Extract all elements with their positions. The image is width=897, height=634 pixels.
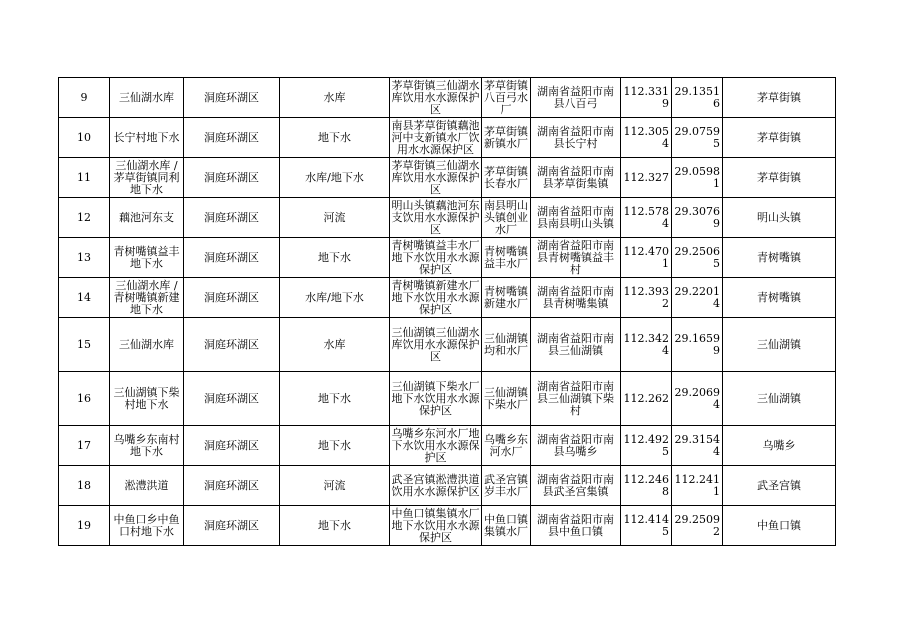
cell-name: 藕池河东支 xyxy=(110,198,184,238)
cell-type: 河流 xyxy=(280,466,390,506)
cell-plant: 三仙湖镇下柴水厂 xyxy=(482,372,531,426)
cell-no: 16 xyxy=(59,372,110,426)
table-row xyxy=(59,158,836,198)
cell-address: 湖南省益阳市南县中鱼口镇 xyxy=(531,506,621,546)
cell-zone: 茅草街镇三仙湖水库饮用水水源保护区 xyxy=(391,78,480,116)
cell-type: 地下水 xyxy=(280,506,390,546)
cell-plant: 乌嘴乡东河水厂 xyxy=(482,426,531,466)
cell-plant: 青树嘴镇新建水厂 xyxy=(482,278,531,318)
cell-no: 10 xyxy=(59,118,110,158)
cell-zone: 青树嘴镇益丰水厂地下水饮用水水源保护区 xyxy=(391,238,480,276)
cell-type: 地下水 xyxy=(280,118,390,158)
cell-type: 河流 xyxy=(280,198,390,238)
cell-town: 中鱼口镇 xyxy=(723,506,836,546)
cell-lng: 112.2468 xyxy=(621,466,672,506)
cell-plant: 青树嘴镇益丰水厂 xyxy=(482,238,531,278)
cell-region: 洞庭环湖区 xyxy=(184,118,280,158)
cell-address: 湖南省益阳市南县八百弓 xyxy=(531,78,621,118)
cell-region: 洞庭环湖区 xyxy=(184,278,280,318)
cell-zone: 南县茅草街镇藕池河中支新镇水厂饮用水水源保护区 xyxy=(391,118,480,156)
cell-plant: 茅草街镇八百弓水厂 xyxy=(482,78,531,118)
table-row xyxy=(59,318,836,372)
cell-town: 乌嘴乡 xyxy=(723,426,836,466)
cell-name: 中鱼口乡中鱼口村地下水 xyxy=(110,506,184,546)
cell-no: 12 xyxy=(59,198,110,238)
table-row xyxy=(59,238,836,278)
cell-lng: 112.3424 xyxy=(621,318,672,372)
cell-lat: 29.07595 xyxy=(672,118,723,158)
cell-lng: 112.3054 xyxy=(621,118,672,158)
cell-lat: 29.25092 xyxy=(672,506,723,546)
cell-lng: 112.327 xyxy=(621,158,672,198)
cell-name: 长宁村地下水 xyxy=(110,118,184,158)
cell-address: 湖南省益阳市南县青树嘴镇益丰村 xyxy=(531,238,621,278)
cell-plant: 武圣宫镇岁丰水厂 xyxy=(482,466,531,506)
cell-no: 14 xyxy=(59,278,110,318)
cell-lng: 112.3319 xyxy=(621,78,672,118)
cell-type: 地下水 xyxy=(280,238,390,278)
table-body xyxy=(59,78,836,546)
cell-region: 洞庭环湖区 xyxy=(184,78,280,118)
cell-zone: 明山头镇藕池河东支饮用水水源保护区 xyxy=(391,198,480,236)
cell-zone: 青树嘴镇新建水厂地下水饮用水水源保护区 xyxy=(391,278,480,316)
cell-address: 湖南省益阳市南县武圣宫集镇 xyxy=(531,466,621,506)
cell-lat: 29.16599 xyxy=(672,318,723,372)
cell-lng: 112.4145 xyxy=(621,506,672,546)
table-row xyxy=(59,466,836,506)
cell-lng: 112.5784 xyxy=(621,198,672,238)
cell-address: 湖南省益阳市南县三仙湖镇下柴村 xyxy=(531,372,621,426)
cell-plant: 茅草街镇长春水厂 xyxy=(482,158,531,198)
cell-town: 三仙湖镇 xyxy=(723,372,836,426)
cell-name: 乌嘴乡东南村地下水 xyxy=(110,426,184,466)
cell-lng: 112.4701 xyxy=(621,238,672,278)
cell-lat: 29.20694 xyxy=(672,372,723,426)
cell-plant: 中鱼口镇集镇水厂 xyxy=(482,506,531,546)
cell-no: 13 xyxy=(59,238,110,278)
cell-name: 三仙湖镇下柴村地下水 xyxy=(110,372,184,426)
cell-no: 17 xyxy=(59,426,110,466)
cell-name: 三仙湖水库 /茅草街镇同利地下水 xyxy=(110,158,184,198)
cell-zone: 三仙湖镇三仙湖水库饮用水水源保护区 xyxy=(390,318,482,372)
table-row xyxy=(59,198,836,238)
table-row xyxy=(59,78,836,118)
cell-town: 明山头镇 xyxy=(723,198,836,238)
cell-name: 青树嘴镇益丰地下水 xyxy=(110,238,184,278)
cell-type: 水库 xyxy=(280,78,390,118)
cell-plant: 茅草街镇新镇水厂 xyxy=(482,118,531,158)
cell-address: 湖南省益阳市南县长宁村 xyxy=(531,118,621,158)
cell-address: 湖南省益阳市南县三仙湖镇 xyxy=(531,318,621,372)
cell-town: 茅草街镇 xyxy=(723,158,836,198)
cell-region: 洞庭环湖区 xyxy=(184,318,280,372)
cell-town: 茅草街镇 xyxy=(723,78,836,118)
cell-lat: 29.13516 xyxy=(672,78,723,118)
cell-town: 三仙湖镇 xyxy=(723,318,836,372)
cell-zone: 茅草街镇三仙湖水库饮用水水源保护区 xyxy=(391,158,480,196)
cell-town: 青树嘴镇 xyxy=(723,238,836,278)
cell-zone: 乌嘴乡东河水厂地下水饮用水水源保护区 xyxy=(391,426,480,464)
cell-plant: 南县明山头镇创业水厂 xyxy=(482,198,531,238)
cell-zone: 中鱼口镇集镇水厂地下水饮用水水源保护区 xyxy=(391,506,480,544)
cell-lng: 112.262 xyxy=(621,372,672,426)
cell-zone: 三仙湖镇下柴水厂地下水饮用水水源保护区 xyxy=(390,372,482,426)
table-row xyxy=(59,426,836,466)
cell-plant: 三仙湖镇均和水厂 xyxy=(482,318,531,372)
cell-lng: 112.3932 xyxy=(621,278,672,318)
cell-name: 淞澧洪道 xyxy=(110,466,184,506)
cell-address: 湖南省益阳市南县青树嘴集镇 xyxy=(531,278,621,318)
cell-name: 三仙湖水库 /青树嘴镇新建地下水 xyxy=(110,278,184,318)
cell-type: 水库/地下水 xyxy=(280,278,390,318)
table-row xyxy=(59,506,836,546)
cell-type: 地下水 xyxy=(280,426,390,466)
cell-region: 洞庭环湖区 xyxy=(184,158,280,198)
cell-type: 水库/地下水 xyxy=(280,158,390,198)
cell-name: 三仙湖水库 xyxy=(110,78,184,118)
cell-region: 洞庭环湖区 xyxy=(184,238,280,278)
cell-address: 湖南省益阳市南县乌嘴乡 xyxy=(531,426,621,466)
table-row xyxy=(59,118,836,158)
cell-town: 茅草街镇 xyxy=(723,118,836,158)
cell-type: 地下水 xyxy=(280,372,390,426)
cell-lat: 29.22014 xyxy=(672,278,723,318)
cell-zone: 武圣宫镇淞澧洪道饮用水水源保护区 xyxy=(390,466,482,506)
cell-region: 洞庭环湖区 xyxy=(184,426,280,466)
cell-town: 武圣宫镇 xyxy=(723,466,836,506)
cell-no: 18 xyxy=(59,466,110,506)
cell-town: 青树嘴镇 xyxy=(723,278,836,318)
cell-lat: 29.05981 xyxy=(672,158,723,198)
cell-region: 洞庭环湖区 xyxy=(184,372,280,426)
cell-no: 9 xyxy=(59,78,110,118)
cell-name: 三仙湖水库 xyxy=(110,318,184,372)
cell-address: 湖南省益阳市南县茅草街集镇 xyxy=(531,158,621,198)
cell-no: 15 xyxy=(59,318,110,372)
cell-region: 洞庭环湖区 xyxy=(184,506,280,546)
cell-no: 11 xyxy=(59,158,110,198)
cell-no: 19 xyxy=(59,506,110,546)
cell-lat: 29.31544 xyxy=(672,426,723,466)
cell-lat: 29.25065 xyxy=(672,238,723,278)
cell-type: 水库 xyxy=(280,318,390,372)
cell-region: 洞庭环湖区 xyxy=(184,466,280,506)
cell-lat: 112.2411 xyxy=(672,466,723,506)
cell-lat: 29.30769 xyxy=(672,198,723,238)
cell-lng: 112.4925 xyxy=(621,426,672,466)
cell-address: 湖南省益阳市南县南县明山头镇 xyxy=(531,198,621,238)
cell-region: 洞庭环湖区 xyxy=(184,198,280,238)
table-row xyxy=(59,278,836,318)
table-row xyxy=(59,372,836,426)
water-source-table xyxy=(58,77,836,546)
